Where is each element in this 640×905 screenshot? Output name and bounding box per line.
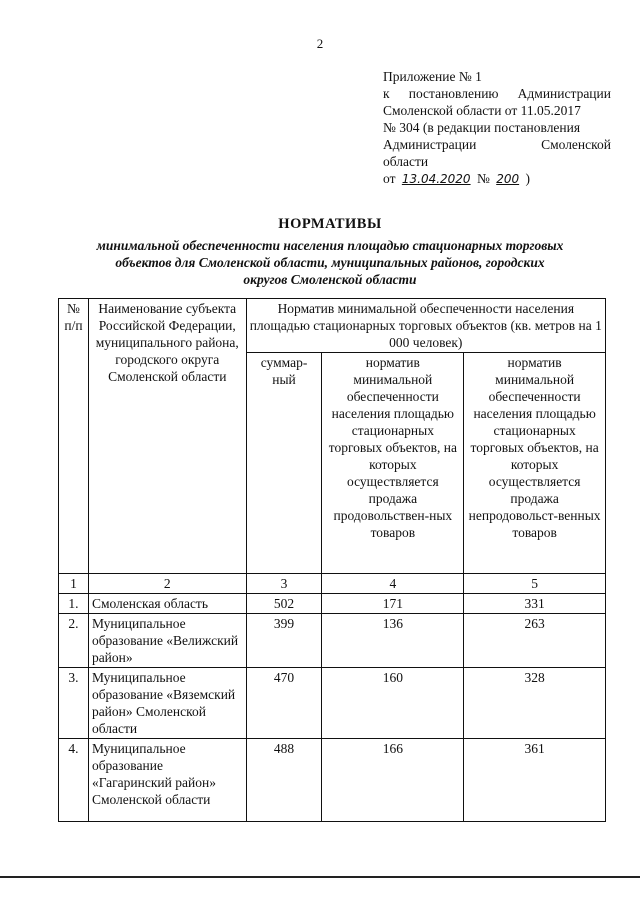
row-num: 2. [59,614,89,668]
annex-word: Смоленской [541,137,611,152]
row-total: 399 [246,614,322,668]
document-title [40,216,620,288]
row-name: Муниципальное образование «Гагаринский район» Смоленской области [88,739,246,822]
annex-word: Администрации [383,137,477,152]
column-number: 2 [88,574,246,594]
annex-line-5 [383,136,611,153]
row-nonfood: 331 [464,594,606,614]
header-norm-group: Норматив минимальной обеспеченности населения площадью стационарных торговых объектов (кв. метров на 1 000 человек) [246,299,605,353]
row-food: 136 [322,614,464,668]
title-main: НОРМАТИВЫ [278,216,382,232]
row-nonfood: 263 [464,614,606,668]
annex-line-4: № 304 (в редакции постановления [383,120,581,135]
table-row [59,594,606,614]
annex-word: Администрации [517,86,611,101]
row-total: 502 [246,594,322,614]
row-num: 3. [59,668,89,739]
closing-paren: ) [525,171,530,186]
title-subtitle-line-2: объектов для Смоленской области, муниципальных районов, городских [115,255,545,270]
annex-word: к [383,86,390,101]
annex-line-2 [383,85,611,102]
row-name: Смоленская область [88,594,246,614]
page-number: 2 [316,36,324,51]
title-subtitle-line-3: округов Смоленской области [243,272,417,287]
header-num: № п/п [59,299,89,574]
row-num: 1. [59,594,89,614]
annex-line-6: области [383,154,429,169]
table-header-row [59,299,606,353]
annex-line-1: Приложение № 1 [383,69,482,84]
row-total: 488 [246,739,322,822]
title-subtitle-line-1: минимальной обеспеченности населения площадью стационарных торговых [96,238,564,253]
row-food: 171 [322,594,464,614]
column-number-row [59,574,606,594]
column-number: 4 [322,574,464,594]
row-name: Муниципальное образование «Вяземский район» Смоленской области [88,668,246,739]
annex-line-7 [383,170,611,188]
table-row [59,614,606,668]
row-num: 4. [59,739,89,822]
header-total: суммар-ный [246,353,322,574]
row-total: 470 [246,668,322,739]
row-nonfood: 361 [464,739,606,822]
header-nonfood: норматив минимальной обеспеченности населения площадью стационарных торговых объектов, на которых осуществляется продажа непродовольст-венных товаров [464,353,606,574]
column-number: 5 [464,574,606,594]
page-bottom-rule [0,876,640,878]
row-nonfood: 328 [464,668,606,739]
number-sign: № [476,171,490,186]
row-name: Муниципальное образование «Велижский район» [88,614,246,668]
header-food: норматив минимальной обеспеченности населения площадью стационарных торговых объектов, на которых осуществляется продажа продовольствен-ных товаров [322,353,464,574]
handwritten-number: 200 [496,172,520,186]
table-row [59,739,606,822]
column-number: 1 [59,574,89,594]
annex-word: постановлению [408,86,499,101]
row-food: 166 [322,739,464,822]
annex-line-3: Смоленской области от 11.05.2017 [383,103,581,118]
annex-date-prefix: от [383,171,396,186]
norms-table [58,298,606,822]
annex-header [383,68,611,188]
row-food: 160 [322,668,464,739]
handwritten-date: 13.04.2020 [401,172,471,186]
header-name: Наименование субъекта Российской Федерации, муниципального района, городского округа Смоленской области [88,299,246,574]
column-number: 3 [246,574,322,594]
table-row [59,668,606,739]
